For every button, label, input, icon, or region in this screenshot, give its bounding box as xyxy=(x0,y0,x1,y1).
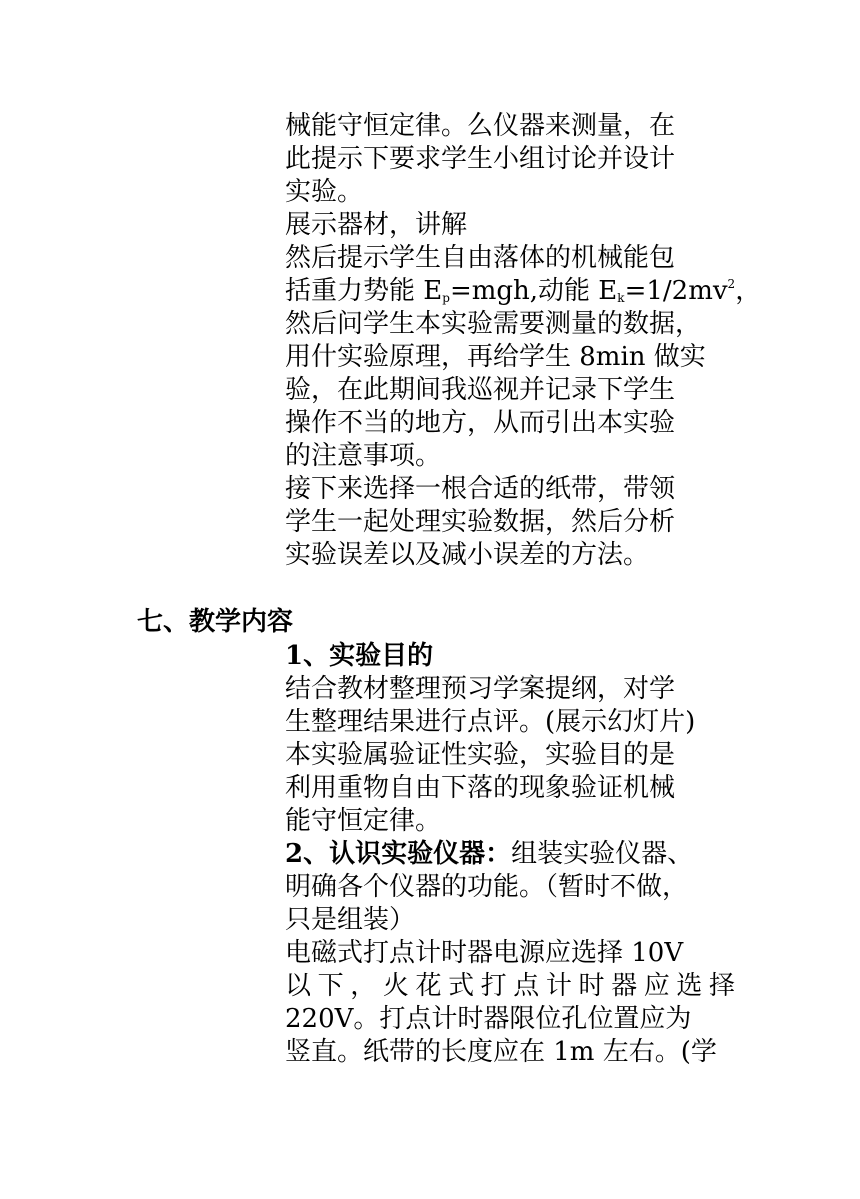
teaching-process-text xyxy=(285,110,762,572)
text-line: 然后问学生本实验需要测量的数据， xyxy=(285,309,702,339)
subsection-title-instruments xyxy=(285,838,735,871)
text-line: 验，在此期间我巡视并记录下学生 xyxy=(285,375,676,405)
teaching-content-text xyxy=(285,640,735,1069)
formula-subscript: p xyxy=(442,291,450,305)
text-line: 然后提示学生自由落体的机械能包 xyxy=(285,243,676,273)
text-line: 220V。打点计时器限位孔位置应为 xyxy=(285,1004,692,1034)
subsection-title-bold: 2、认识实验仪器： xyxy=(285,839,512,869)
subsection-title-experiment-purpose: 1、实验目的 xyxy=(285,641,434,671)
text-line: 电磁式打点计时器电源应选择 10V xyxy=(285,938,684,968)
text-line: 此提示下要求学生小组讨论并设计 xyxy=(285,144,676,174)
formula-text: 括重力势能 E xyxy=(285,276,443,306)
text-line: 学生一起处理实验数据，然后分析 xyxy=(285,507,676,537)
text-line: 的注意事项。 xyxy=(285,441,442,471)
text-line: 竖直。纸带的长度应在 1m 左右。(学 xyxy=(285,1037,717,1067)
formula-subscript: k xyxy=(617,291,625,305)
text-line: 实验。 xyxy=(285,177,364,207)
section-heading: 七、教学内容 xyxy=(137,607,294,637)
text-line: 能守恒定律。 xyxy=(285,806,442,836)
formula-text: =1/2mv xyxy=(624,276,728,306)
text-line: 生整理结果进行点评。(展示幻灯片) xyxy=(285,707,696,737)
text-line: 展示器材，讲解 xyxy=(285,210,468,240)
energy-formula-line xyxy=(285,275,762,308)
text-line: 接下来选择一根合适的纸带，带领 xyxy=(285,474,676,504)
formula-text: ， xyxy=(735,276,762,306)
text-line: 实验误差以及减小误差的方法。 xyxy=(285,540,650,570)
text-line: 利用重物自由下落的现象验证机械 xyxy=(285,773,676,803)
text-line: 结合教材整理预习学案提纲，对学 xyxy=(285,674,676,704)
text-line: 明确各个仪器的功能。（暂时不做， xyxy=(285,872,689,902)
text-line: 用什实验原理，再给学生 8min 做实 xyxy=(285,342,706,372)
text-line: 以下，火花式打点计时器应选择 xyxy=(285,971,735,1001)
text-line: 械能守恒定律。么仪器来测量，在 xyxy=(285,111,676,141)
text-line: 本实验属验证性实验，实验目的是 xyxy=(285,740,676,770)
formula-superscript: 2 xyxy=(727,277,736,291)
text-line: 操作不当的地方，从而引出本实验 xyxy=(285,408,676,438)
text-line: 只是组装） xyxy=(285,905,416,935)
formula-text: =mgh,动能 E xyxy=(449,276,618,306)
subsection-title-rest: 组装实验仪器、 xyxy=(511,839,694,869)
